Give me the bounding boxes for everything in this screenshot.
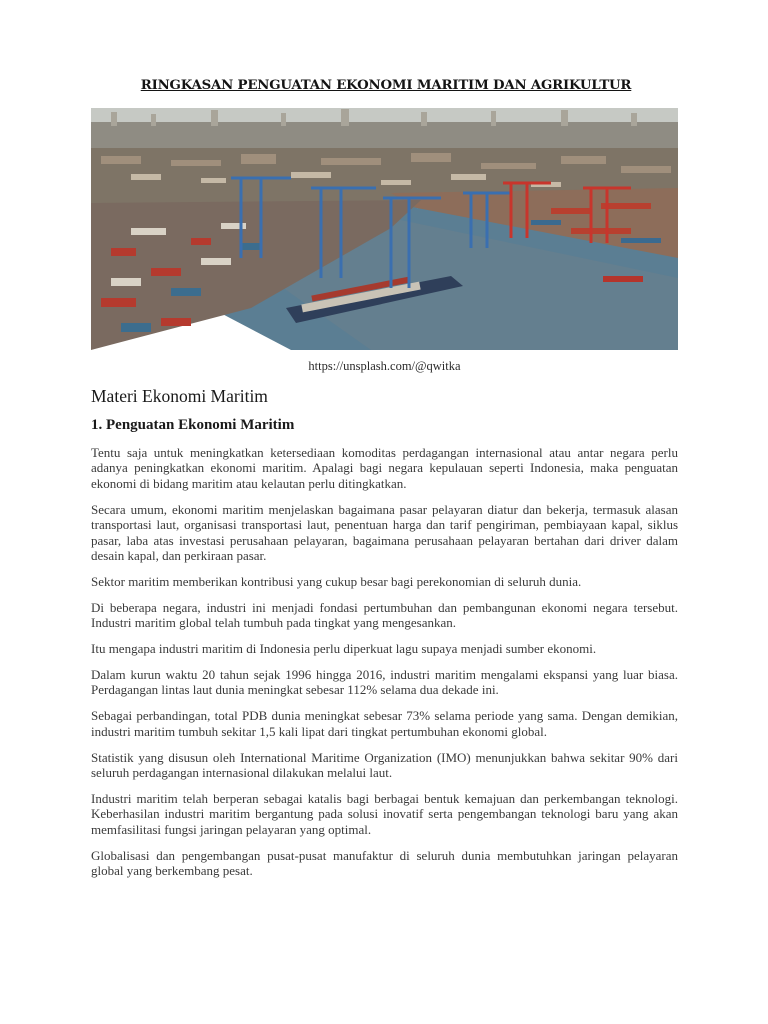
document-title: RINGKASAN PENGUATAN EKONOMI MARITIM DAN AGRIKULTUR	[140, 78, 632, 93]
paragraph: Statistik yang disusun oleh International Maritime Organization (IMO) menunjukkan bahwa sekitar 90% dari seluruh perdagangan internasional dilakukan melalui laut.	[91, 749, 678, 780]
paragraph: Secara umum, ekonomi maritim menjelaskan bagaimana pasar pelayaran diatur dan bekerja, termasuk alasan transportasi laut, organisasi transportasi laut, penentuan harga dan tarif pengiriman, pembiayaan kapal, siklus pasar, laba atas investasi perusahaan pelayaran, bagaimana perusahaan pelayaran bertahan dari driver dalam desain kapal, dan perkiraan pasar.	[91, 501, 678, 563]
paragraph: Tentu saja untuk meningkatkan ketersediaan komoditas perdagangan internasional atau antar negara perlu adanya peningkatkan ekonomi maritim. Apalagi bagi negara kepulauan seperti Indonesia, maka penguatan ekonomi di bidang maritim atau kelautan perlu ditingkatkan.	[91, 445, 678, 491]
paragraph: Globalisasi dan pengembangan pusat-pusat manufaktur di seluruh dunia membutuhkan jaringan pelayaran global yang berkembang pesat.	[91, 847, 678, 879]
section-title: Materi Ekonomi Maritim	[91, 386, 268, 406]
paragraph: Di beberapa negara, industri ini menjadi fondasi pertumbuhan dan pembangunan ekonomi negara tersebut. Industri maritim global telah tumbuh pada tingkat yang mengesankan.	[91, 599, 678, 631]
port-container-terminal-photo	[91, 108, 678, 350]
body-text	[91, 445, 678, 889]
paragraph: Industri maritim telah berperan sebagai katalis bagi berbagai bentuk kemajuan dan perkembangan teknologi. Keberhasilan industri maritim bergantung pada solusi inovatif serta pengembangan teknologi baru yang akan memfasilitasi fungsi jaringan pelayaran yang optimal.	[91, 790, 678, 837]
paragraph: Sektor maritim memberikan kontribusi yang cukup besar bagi perekonomian di seluruh dunia.	[91, 573, 582, 589]
paragraph: Itu mengapa industri maritim di Indonesia perlu diperkuat lagu supaya menjadi sumber ekonomi.	[91, 641, 597, 657]
paragraph: Sebagai perbandingan, total PDB dunia meningkat sebesar 73% selama periode yang sama. Dengan demikian, industri maritim tumbuh sekitar 1,5 kali lipat dari tingkat pertumbuhan ekonomi global.	[91, 708, 678, 739]
subsection-title: 1. Penguatan Ekonomi Maritim	[91, 417, 295, 433]
image-caption: https://unsplash.com/@qwitka	[308, 359, 461, 373]
paragraph: Dalam kurun waktu 20 tahun sejak 1996 hingga 2016, industri maritim mengalami ekspansi yang luar biasa. Perdagangan lintas laut dunia meningkat sebesar 112% selama dua dekade ini.	[91, 666, 678, 698]
